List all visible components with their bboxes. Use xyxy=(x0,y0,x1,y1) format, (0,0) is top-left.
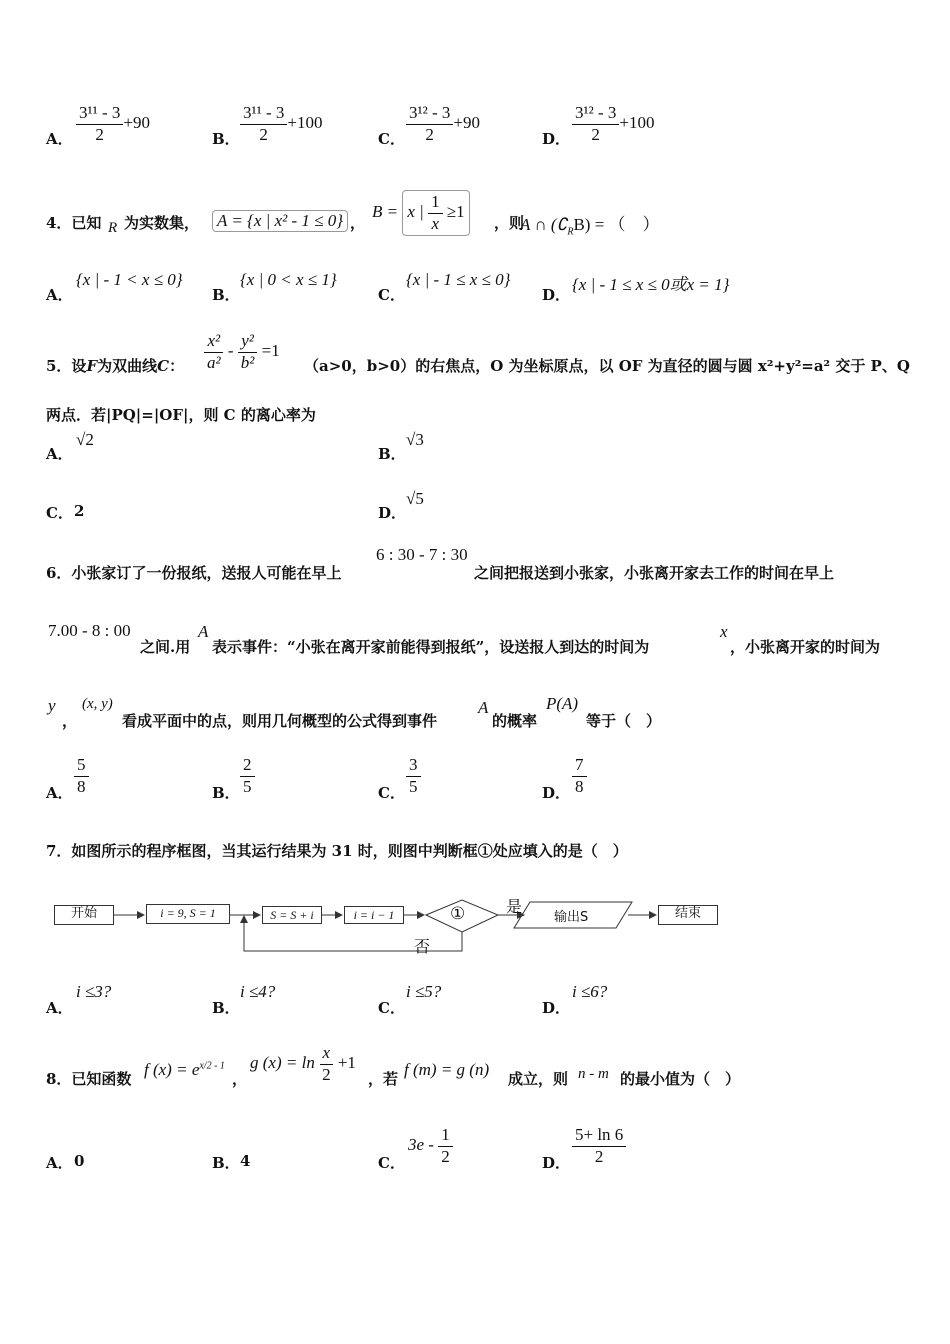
option-text: i ≤4? xyxy=(240,982,276,1001)
option-label: A． xyxy=(46,130,73,148)
q4-text2: ，则 xyxy=(494,214,525,232)
option-text: i ≤6? xyxy=(572,982,608,1001)
q5-prefix: 5．设F为双曲线C： xyxy=(46,357,185,375)
q4-prefix: 4．已知 xyxy=(46,214,102,232)
option-formula: $\frac{\text{3¹² - 3}}{2}$ +100 xyxy=(572,104,654,144)
q8-text3: 的最小值为（ ） xyxy=(620,1070,741,1088)
q6-event-a-2: A xyxy=(478,698,489,717)
option-text: √5 xyxy=(406,489,424,508)
option-label: B． xyxy=(212,286,240,304)
option-formula: $\frac{\text{3¹¹ - 3}}{2}$ +100 xyxy=(240,104,322,144)
flowchart-connectors xyxy=(0,880,950,960)
option-text: {x | - 1 ≤ x ≤ 0或x = 1} xyxy=(572,275,730,294)
option-label: B． xyxy=(212,130,240,148)
flow-start: 开始 xyxy=(54,905,114,925)
q7-text: 7．如图所示的程序框图，当其运行结果为 31 时，则图中判断框①处应填入的是（ ） xyxy=(46,842,628,860)
option-label: D． xyxy=(542,999,571,1017)
option-formula: $\frac{5+ \ln 6}{2}$ xyxy=(572,1126,626,1166)
option-text: i ≤5? xyxy=(406,982,442,1001)
q6-y: y xyxy=(48,696,56,715)
option-text: √3 xyxy=(406,430,424,449)
flow-no-label: 否 xyxy=(414,937,431,956)
option-label: D． xyxy=(542,784,571,802)
option-text: √2 xyxy=(76,430,94,449)
option-label: A． xyxy=(46,784,73,802)
option-text: 4 xyxy=(240,1152,251,1170)
option-text: 0 xyxy=(74,1152,85,1170)
q6-line3-c: 等于（ ） xyxy=(586,712,662,730)
q8-comma: ， xyxy=(232,1070,248,1088)
option-label: B． xyxy=(212,999,240,1017)
flow-decision: ① xyxy=(450,904,466,924)
q6-line2-b: 表示事件：“小张在离开家前能得到报纸”，设送报人到达的时间为 xyxy=(212,638,650,656)
option-formula: 3e - $\frac{1}{2}$ xyxy=(408,1126,453,1166)
flow-init: i = 9, S = 1 xyxy=(146,904,230,924)
option-formula: $\frac{\text{3¹² - 3}}{2}$ +90 xyxy=(406,104,480,144)
option-fraction: $\frac{2}{5}$ xyxy=(240,756,255,796)
q6-line3-b: 的概率 xyxy=(492,712,538,730)
option-fraction: $\frac{7}{8}$ xyxy=(572,756,587,796)
q8-text1: ，若 xyxy=(368,1070,399,1088)
option-text: {x | - 1 ≤ x ≤ 0} xyxy=(406,270,511,289)
flow-end: 结束 xyxy=(658,905,718,925)
option-label: C． xyxy=(46,504,73,522)
q8-function-g: g (x) = ln $\frac{x}{2}$ +1 xyxy=(250,1043,356,1084)
q4-set-b: B = x | $\frac{1}{x}$ ≥1 xyxy=(372,190,470,236)
option-label: D． xyxy=(542,1154,571,1172)
q6-probability: P(A) xyxy=(546,694,579,713)
option-formula: $\frac{\text{3¹¹ - 3}}{2}$ +90 xyxy=(76,104,150,144)
option-label: D． xyxy=(542,286,571,304)
q4-comma: ， xyxy=(350,214,366,232)
option-label: B． xyxy=(212,784,240,802)
option-text: {x | 0 < x ≤ 1} xyxy=(240,270,337,289)
q6-time2: 7.00 - 8 : 00 xyxy=(48,621,131,640)
q4-expression: A ∩ $(∁_RB)$ = （ ） xyxy=(520,215,660,238)
flow-output: 输出S xyxy=(554,910,589,925)
q6-pair: (x, y) xyxy=(82,696,113,712)
option-label: B． xyxy=(378,445,406,463)
q5-hyperbola-equation: $\frac{\text{x²}}{\text{a²}}$ - $\frac{\text{y²}}{\text{b²}}$ =1 xyxy=(204,332,280,372)
option-text: 2 xyxy=(74,502,85,520)
q8-text2: 成立，则 xyxy=(508,1070,569,1088)
option-label: B． xyxy=(212,1154,240,1172)
option-label: C． xyxy=(378,784,405,802)
q8-prefix: 8．已知函数 xyxy=(46,1070,132,1088)
option-label: D． xyxy=(378,504,407,522)
option-text: i ≤3? xyxy=(76,982,112,1001)
option-fraction: $\frac{5}{8}$ xyxy=(74,756,89,796)
flow-yes-label: 是 xyxy=(506,897,523,916)
option-text: {x | - 1 < x ≤ 0} xyxy=(76,270,183,289)
flow-step-decrement: i = i − 1 xyxy=(344,906,404,924)
option-label: A． xyxy=(46,445,73,463)
q5-line2: 两点．若|PQ|=|OF|，则 C 的离心率为 xyxy=(46,406,316,424)
q6-line1-a: 6．小张家订了一份报纸，送报人可能在早上 xyxy=(46,564,342,582)
option-label: D． xyxy=(542,130,571,148)
flow-step-sum: S = S + i xyxy=(262,906,322,924)
option-label: C． xyxy=(378,1154,405,1172)
q8-function-f: f $(x) = e^{x/2 - 1}$ xyxy=(144,1060,225,1079)
q8-equation: f (m) = g (n) xyxy=(404,1060,490,1079)
q6-line2-a: 之间.用 xyxy=(140,638,191,656)
option-label: A． xyxy=(46,1154,73,1172)
q6-event-a: A xyxy=(198,622,209,641)
q6-comma: ， xyxy=(62,712,78,730)
q5-line1-tail: （a>0，b>0）的右焦点，O 为坐标原点，以 OF 为直径的圆与圆 x²+y²=a² 交于 P、Q xyxy=(304,357,910,375)
q6-time1: 6 : 30 - 7 : 30 xyxy=(376,545,468,564)
q4-text1: 为实数集， xyxy=(124,214,200,232)
q6-line2-c: ，小张离开家的时间为 xyxy=(730,638,881,656)
q6-x: x xyxy=(720,622,728,641)
option-fraction: $\frac{3}{5}$ xyxy=(406,756,421,796)
q4-set-a: A = {x | x² - 1 ≤ 0} xyxy=(212,210,348,232)
option-label: C． xyxy=(378,130,405,148)
option-label: A． xyxy=(46,286,73,304)
option-label: C． xyxy=(378,999,405,1017)
q4-r: R xyxy=(108,220,118,236)
q6-line1-b: 之间把报送到小张家，小张离开家去工作的时间在早上 xyxy=(474,564,835,582)
q6-line3-a: 看成平面中的点，则用几何概型的公式得到事件 xyxy=(122,712,438,730)
option-label: A． xyxy=(46,999,73,1017)
q8-difference: n - m xyxy=(578,1066,609,1082)
option-label: C． xyxy=(378,286,405,304)
